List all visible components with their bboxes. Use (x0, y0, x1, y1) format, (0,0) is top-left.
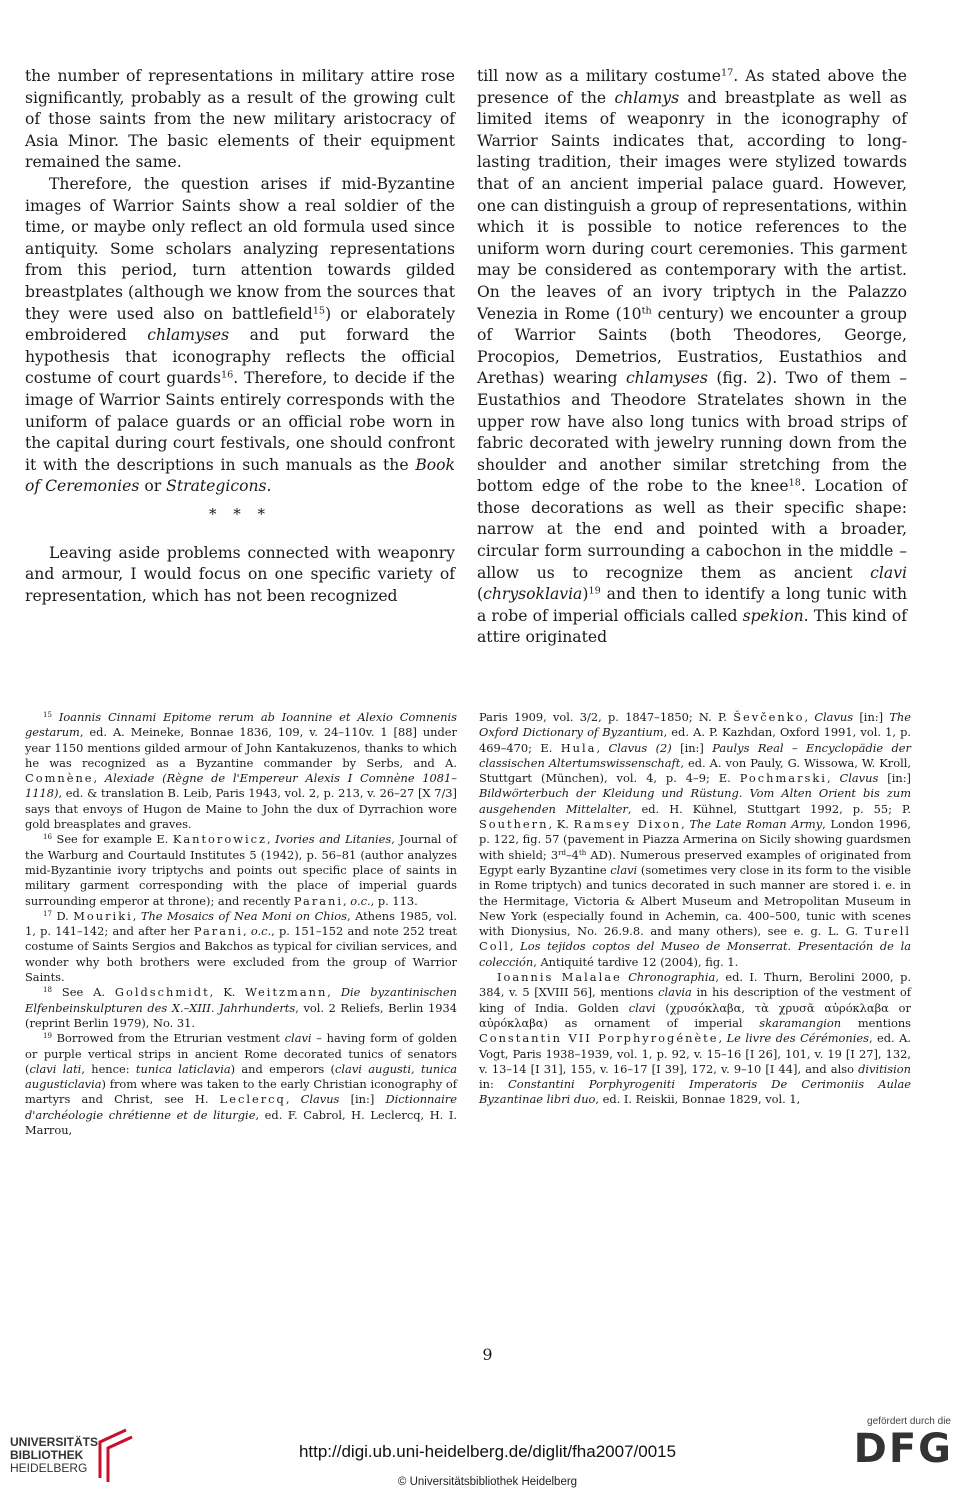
footnotes-right (479, 710, 911, 1108)
funding-note: gefördert durch die (867, 1416, 951, 1427)
footnote-18: $^{18}$ See A. Goldschmidt, K. Weitzmann, Die byzantinischen Elfenbeinskulpturen des X.–XIII. Jahrhunderts, vol. 2 Reliefs, Berlin 1934 (reprint Berlin 1979), No. 31. (25, 985, 457, 1030)
copyright: © Universitätsbibliothek Heidelberg (397, 1476, 578, 1488)
footnote-19-continued: Paris 1909, vol. 3/2, p. 1847–1850; N. P. Ševčenko, Clavus [in:] The Oxford Dictionary of Byzantium, ed. A. P. Kazhdan, Oxford 1991, vol. 1, p. 469–470; E. Hula, Clavus (2) [in:] Paulys Real – Encyclopädie der classischen Altertumswissenschaft, ed. A. von Pauly, G. Wissowa, W. Kroll, Stuttgart (München), vol. 4, p. 4–9; E. Pochmarski, Clavus [in:] Bildwörterbuch der Kleidung und Rüstung. Vom Alten Orient bis zum ausgehenden Mittelalter, ed. H. Kühnel, Stuttgart 1992, p. 55; P. Southern, K. Ramsey Dixon, The Late Roman Army, London 1996, p. 122, fig. 57 (pavement in Piazza Armerina on Sicily showing guardsmen with shield; 3rd–4th AD). Numerous preserved examples of originated from Egypt early Byzantine clavi (sometimes very close in its form to the visible in Rome triptych) and tunics decorated in such manner are stored i. e. in the Hermitage, Victoria & Albert Museum and Metropolitan Museum in New York (especially found in Achemin, ca. 400–500, tunic with scenes with Dionysius, No. 26.9.8. and many others), see e. g. L. G. Turell Coll, Los tejidos coptos del Museo de Monserrat. Presentación de la colección, Antiquité tardive 12 (2004), fig. 1. (479, 710, 912, 969)
footnotes-left (25, 710, 457, 1138)
footnote-ref[interactable]: 16 (220, 370, 234, 381)
footer (0, 1410, 975, 1501)
footnote-ref[interactable]: 18 (788, 477, 801, 489)
paragraph: till now as a military costume$^{17}$. As stated above the presence of the chlamys and breastplate as well as limited items of weaponry in the iconography of Warrior Saints indicates that, according to long-lasting tradition, their images were stylized towards that of an ancient imperial palace guard. However, one can distinguish a group of representations, within which it is possible to notice references to the uniform worn during court ceremonies. This garment may be considered as contemporary with the artist. On the leaves of an ivory triptych in the Palazzo Venezia in Rome (10th century) we encounter a group of Warrior Saints (both Theodores, George, Procopios, Demetrios, Eustratios, Eustathios and Arethas) wearing chlamyses (fig. 2). Two of them – Eustathios and Theodore Stratelates shown in the upper row have also long tunics with broad strips of fabric decorated with jewelry running down from the shoulder and another similar stretching from the bottom edge of the robe to the knee$^{18}$. Location of those decorations as well as their specific shape: narrow at the end and pointed with a broader, circular form surrounding a cabochon in the middle – allow us to recognize them as ancient clavi (chrysoklavia)$^{19}$ and then to identify a long tunic with a robe of imperial officials called spekion. This kind of attire originated (477, 67, 908, 647)
footnote-15: $^{15}$ Ioannis Cinnami Epitome rerum ab Ioannine et Alexio Comnenis gestarum, ed. A. Meineke, Bonnae 1836, 109, v. 24–110v. 1 [88] under year 1150 mentions gilded armour of John Kantakuzenos, thanks to which he was recognized as a Byzantine commander by Serbs, and A. Comnène, Alexiade (Règne de l'Empereur Alexis I Comnène 1081–1118), ed. & translation B. Leib, Paris 1943, vol. 2, p. 213, v. 26–27 [X 7/3] says that envoys of Hugon de Maine to John the dux of Dyrrachion wore gold breasplates and graves. (25, 710, 457, 832)
paragraph: Leaving aside problems connected with weaponry and armour, I would focus on one specific variety of representation, which has not been recognized (25, 543, 455, 606)
source-url-link[interactable]: http://digi.ub.uni-heidelberg.de/diglit/fha2007/0015 (298, 1442, 677, 1461)
footnote-17: $^{17}$ D. Mouriki, The Mosaics of Nea Moni on Chios, Athens 1985, vol. 1, p. 141–142; and after her Parani, o.c., p. 151–152 and note 252 treat costume of Saints Sergios and Bakchos as typical for civilian services, and wonder why both brothers were excluded from the group of Warrior Saints. (25, 908, 458, 985)
footnote-ref[interactable]: 17 (720, 67, 734, 79)
right-column (477, 66, 907, 649)
footnote-ref[interactable]: 19 (588, 585, 601, 597)
library-name: UNIVERSITÄTS- BIBLIOTHEK HEIDELBERG (10, 1435, 103, 1475)
footnote-ref[interactable]: 15 (312, 305, 326, 317)
section-break: * * * (208, 504, 272, 523)
footnote-19-malalas: Ioannis Malalae Chronographia, ed. I. Thurn, Berolini 2000, p. 384, v. 5 [XVIII 56], mentions clavia in his description of the vestment of king of India. Golden clavi (χρυσόκλαβα, τὰ χρυσᾶ αὐρόκλαβα or αὐρόκλαβα) as ornament of imperial skaramangion mentions Constantin VII Porphyrogénète, Le livre des Cérémonies, ed. A. Vogt, Paris 1938–1939, vol. 1, p. 92, v. 15–16 [I 26], 101, v. 19 [I 27], 132, v. 13–14 [I 31], 155, v. 16–17 [I 39], 172, v. 9–10 [I 44], and also divitision in: Constantini Porphyrogeniti Imperatoris De Cerimoniis Aulae Byzantinae libri duo, ed. I. Reiskii, Bonnae 1829, vol. 1, (479, 970, 911, 1107)
paragraph: Therefore, the question arises if mid-Byzantine images of Warrior Saints show a real soldier of the time, or maybe only reflect an old formula used since antiquity. Some scholars analyzing representations from this period, turn attention towards gilded breastplates (although we know from the sources that they were used also on battlefield$^{15}$) or elaborately embroidered chlamyses and put forward the hypothesis that iconography reflects the official costume of court guards$^{16}$. Therefore, to decide if the image of Warrior Saints entirely corresponds with the uniform of palace guards or an official robe worn in the capital during court festivals, one should confront it with the descriptions in such manuals as the Book of Ceremonies or Strategicons. (25, 174, 455, 496)
footnote-19: $^{19}$ Borrowed from the Etrurian vestment clavi – having form of golden or purple vertical strips in ancient Rome decorated tunics of senators (clavi lati, hence: tunica laticlavia) and emperors (clavi augusti, tunica augusticlavia) from where was taken to the early Christian iconography of martyrs and Christ, see H. Leclercq, Clavus [in:] Dictionnaire d'archéologie chrétienne et de liturgie, ed. F. Cabrol, H. Leclercq, H. I. Marrou, (25, 1031, 458, 1138)
dfg-logo: DFG (853, 1426, 953, 1472)
left-column (25, 66, 455, 608)
footnote-16: $^{16}$ See for example E. Kantorowicz, Ivories and Litanies, Journal of the Warburg and Courtauld Institutes 5 (1942), p. 56–81 (author analyzes mid-Byzantinie ivory triptychs and points out specific place of saints in military garment corresponding with the place of imperial guards surrounding emperor at throne); and recently Parani, o.c., p. 113. (25, 832, 457, 908)
paragraph: the number of representations in military attire rose significantly, probably as a result of the growing cult of those saints from the new military aristocracy of Asia Minor. The basic elements of their equipment remained the same. (25, 67, 455, 172)
page-number: 9 (482, 1345, 493, 1364)
